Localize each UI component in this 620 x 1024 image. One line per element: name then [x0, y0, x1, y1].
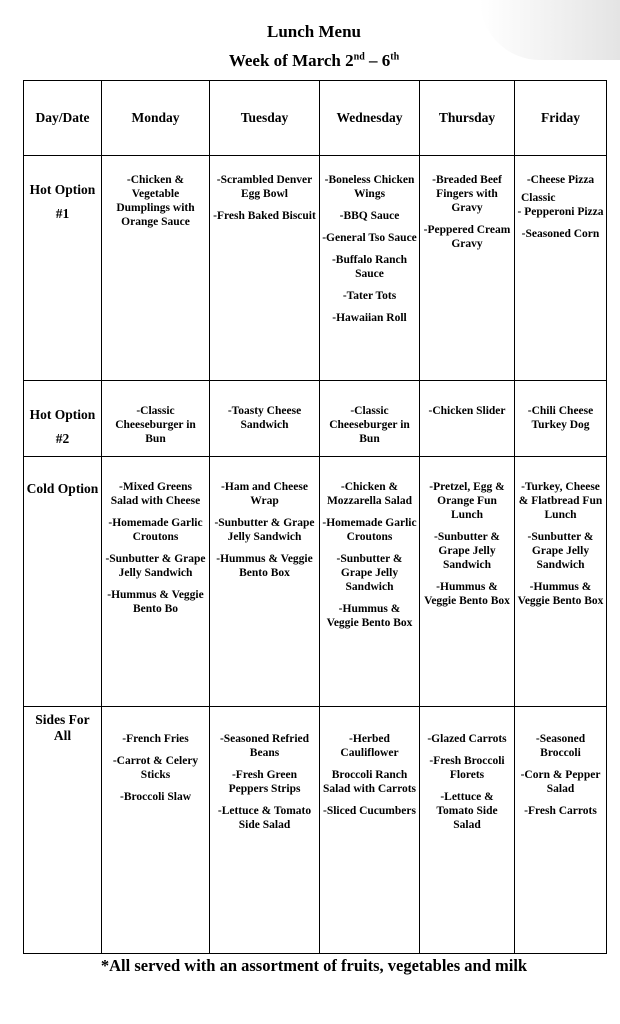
menu-item: -Sunbutter & Grape Jelly Sandwich	[527, 531, 594, 571]
menu-item: -Classic Cheeseburger in Bun	[329, 405, 410, 445]
menu-item: -Hawaiian Roll	[332, 312, 407, 324]
menu-item: -Homemade Garlic Croutons	[108, 517, 203, 543]
menu-item: -Peppered Cream Gravy	[423, 224, 511, 250]
lunch-menu-table	[23, 80, 607, 954]
menu-item: Classic	[521, 192, 556, 204]
header-day-date: Day/Date	[24, 81, 102, 156]
menu-item: -Glazed Carrots	[427, 733, 507, 745]
menu-item: -Breaded Beef Fingers with Gravy	[432, 174, 502, 214]
menu-cell	[515, 156, 607, 381]
menu-item: -Lettuce & Tomato Side Salad	[436, 791, 498, 831]
menu-item: -Chili Cheese Turkey Dog	[527, 405, 594, 431]
hot-option-2-row	[24, 381, 607, 457]
menu-item: -Sunbutter & Grape Jelly Sandwich	[434, 531, 500, 571]
menu-item: -Sunbutter & Grape Jelly Sandwich	[214, 517, 315, 543]
menu-item: -Buffalo Ranch Sauce	[331, 254, 408, 280]
menu-cell	[420, 156, 515, 381]
menu-title: Lunch Menu	[267, 22, 361, 41]
menu-cell	[210, 156, 320, 381]
menu-item: -Sunbutter & Grape Jelly Sandwich	[105, 553, 206, 579]
menu-cell	[420, 381, 515, 457]
menu-item: -Fresh Broccoli Florets	[429, 755, 505, 781]
sides-row	[24, 707, 607, 954]
menu-item: -Hummus & Veggie Bento Box	[326, 603, 413, 629]
header-wednesday: Wednesday	[320, 81, 420, 156]
menu-cell	[102, 707, 210, 954]
menu-item: -Hummus & Veggie Bento Box	[216, 553, 313, 579]
menu-item: -Hummus & Veggie Bento Box	[517, 581, 604, 607]
menu-item: -Ham and Cheese Wrap	[221, 481, 308, 507]
row-label-hot-option-2: Hot Option #2	[24, 381, 102, 457]
menu-item: -Lettuce & Tomato Side Salad	[217, 805, 312, 831]
menu-cell	[210, 707, 320, 954]
menu-item: -Chicken Slider	[428, 405, 506, 417]
header-tuesday: Tuesday	[210, 81, 320, 156]
menu-item: -Toasty Cheese Sandwich	[227, 405, 302, 431]
menu-item: -Fresh Baked Biscuit	[213, 210, 316, 222]
header-monday: Monday	[102, 81, 210, 156]
menu-cell	[320, 156, 420, 381]
menu-item: -Scrambled Denver Egg Bowl	[216, 174, 313, 200]
menu-item: -Seasoned Corn	[521, 228, 600, 240]
header-thursday: Thursday	[420, 81, 515, 156]
menu-cell	[210, 381, 320, 457]
menu-cell	[420, 707, 515, 954]
menu-item: - Pepperoni Pizza	[517, 206, 604, 218]
menu-item: -Fresh Green Peppers Strips	[228, 769, 301, 795]
week-subtitle: Week of March 2nd – 6th	[228, 51, 400, 70]
row-label-sides-for-all: Sides For All	[24, 707, 102, 954]
menu-item: -Carrot & Celery Sticks	[112, 755, 199, 781]
footer-note: *All served with an assortment of fruits, vegetables and milk	[100, 956, 528, 975]
cold-option-row	[24, 457, 607, 707]
header-friday: Friday	[515, 81, 607, 156]
hot-option-1-row	[24, 156, 607, 381]
menu-item: -Herbed Cauliflower	[340, 733, 399, 759]
menu-item: -Pretzel, Egg & Orange Fun Lunch	[429, 481, 505, 521]
menu-cell	[102, 381, 210, 457]
menu-item: -General Tso Sauce	[322, 232, 417, 244]
menu-item: -Broccoli Slaw	[119, 791, 192, 803]
menu-cell	[210, 457, 320, 707]
row-label-cold-option: Cold Option	[24, 457, 102, 707]
menu-item: -Homemade Garlic Croutons	[322, 517, 417, 543]
menu-cell	[515, 381, 607, 457]
menu-item: -Seasoned Broccoli	[535, 733, 586, 759]
header-row	[24, 81, 607, 156]
menu-item: -Fresh Carrots	[524, 805, 597, 817]
menu-item: -Hummus & Veggie Bento Bo	[107, 589, 204, 615]
menu-cell	[102, 156, 210, 381]
menu-item: -Chicken & Vegetable Dumplings with Orange Sauce	[116, 174, 195, 228]
menu-item: -Cheese Pizza	[526, 174, 595, 186]
menu-cell	[320, 707, 420, 954]
menu-item: -Mixed Greens Salad with Cheese	[110, 481, 201, 507]
menu-cell	[320, 381, 420, 457]
row-label-hot-option-1: Hot Option #1	[24, 156, 102, 381]
menu-item: -Tater Tots	[342, 290, 397, 302]
menu-item: Broccoli Ranch Salad with Carrots	[322, 769, 417, 795]
menu-item: -BBQ Sauce	[339, 210, 400, 222]
menu-cell	[515, 457, 607, 707]
menu-cell	[102, 457, 210, 707]
menu-item: -Corn & Pepper Salad	[520, 769, 601, 795]
menu-item: -Classic Cheeseburger in Bun	[115, 405, 196, 445]
menu-cell	[515, 707, 607, 954]
menu-item: -Sliced Cucumbers	[323, 805, 416, 817]
menu-item: -French Fries	[122, 733, 189, 745]
menu-item: -Boneless Chicken Wings	[324, 174, 415, 200]
menu-item: -Sunbutter & Grape Jelly Sandwich	[336, 553, 403, 593]
menu-item: -Turkey, Cheese & Flatbread Fun Lunch	[518, 481, 603, 521]
menu-item: -Chicken & Mozzarella Salad	[326, 481, 413, 507]
menu-item: -Seasoned Refried Beans	[219, 733, 310, 759]
menu-cell	[320, 457, 420, 707]
menu-item: -Hummus & Veggie Bento Box	[424, 581, 510, 607]
menu-cell	[420, 457, 515, 707]
